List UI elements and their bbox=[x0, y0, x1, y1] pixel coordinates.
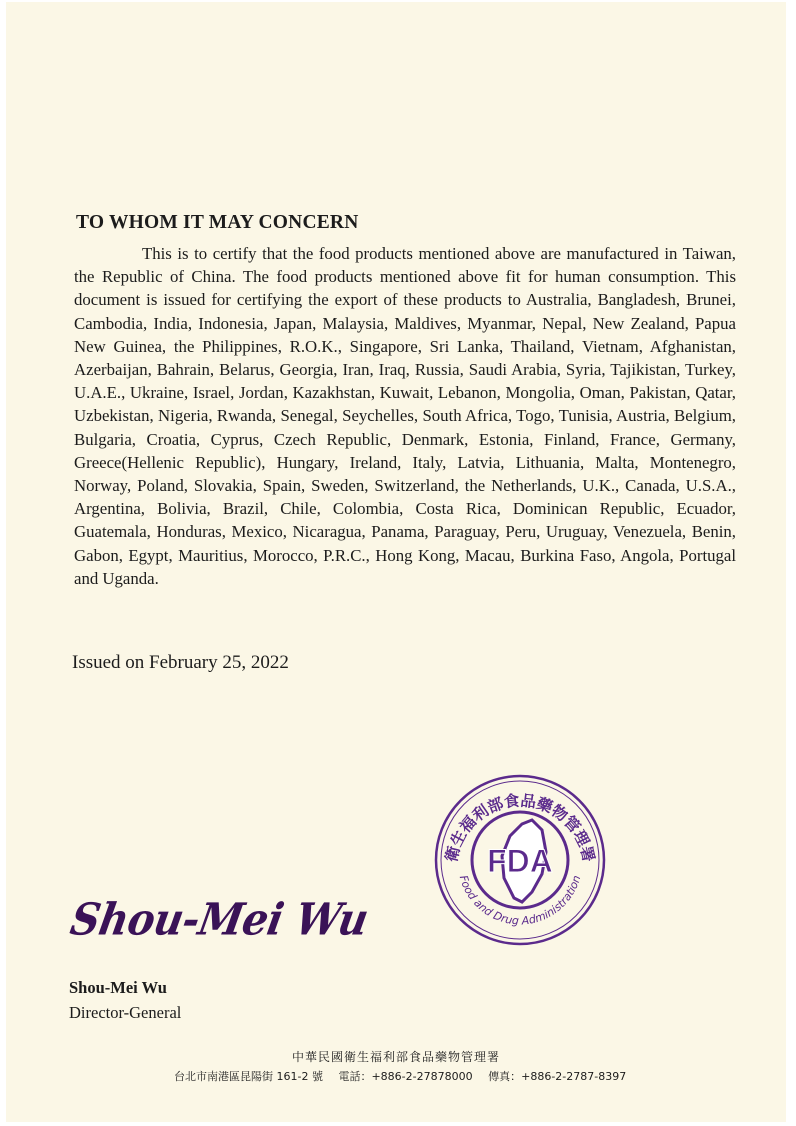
footer-phone: 電話：+886-2-27878000 bbox=[338, 1070, 473, 1083]
handwritten-signature: Shou-Mei Wu bbox=[66, 894, 372, 946]
seal-logo-text: FDA bbox=[487, 843, 553, 879]
signer-title: Director-General bbox=[69, 1003, 182, 1022]
certification-body: This is to certify that the food products mentioned above are manufactured in Taiwan, the Republic of China. The food products mentioned above fit for human consumption. This document is issued for certifying the export of these products to Australia, Bangladesh, Brunei, Cambodia, India, Indonesia, Japan, Malaysia, Maldives, Myanmar, Nepal, New Zealand, Papua New Guinea, the Philippines, R.O.K., Singapore, Sri Lanka, Thailand, Vietnam, Afghanistan, Azerbaijan, Bahrain, Belarus, Georgia, Iran, Iraq, Russia, Saudi Arabia, Syria, Tajikistan, Turkey, U.A.E., Ukraine, Israel, Jordan, Kazakhstan, Kuwait, Lebanon, Mongolia, Oman, Pakistan, Qatar, Uzbekistan, Nigeria, Rwanda, Senegal, Seychelles, South Africa, Togo, Tunisia, Austria, Belgium, Bulgaria, Croatia, Cyprus, Czech Republic, Denmark, Estonia, Finland, France, Germany, Greece(Hellenic Republic), Hungary, Ireland, Italy, Latvia, Lithuania, Malta, Montenegro, Norway, Poland, Slovakia, Spain, Sweden, Switzerland, the Netherlands, U.K., Canada, U.S.A., Argentina, Bolivia, Brazil, Chile, Colombia, Costa Rica, Dominican Republic, Ecuador, Guatemala, Honduras, Mexico, Nicaragua, Panama, Paraguay, Peru, Uruguay, Venezuela, Benin, Gabon, Egypt, Mauritius, Morocco, P.R.C., Hong Kong, Macau, Burkina Faso, Angola, Portugal and Uganda. bbox=[74, 244, 736, 588]
footer-contact bbox=[174, 1068, 638, 1084]
certificate-page bbox=[6, 2, 786, 1122]
footer-organization: 中華民國衛生福利部食品藥物管理署 bbox=[291, 1050, 500, 1064]
letter-heading: TO WHOM IT MAY CONCERN bbox=[76, 212, 359, 233]
signer-name: Shou-Mei Wu bbox=[69, 978, 167, 997]
fda-seal bbox=[434, 774, 606, 946]
seal-chinese-arc: 衛生福利部食品藥物管理署 bbox=[442, 791, 598, 864]
footer-address: 台北市南港區昆陽街 161-2 號 bbox=[174, 1070, 323, 1083]
footer-fax: 傳真：+886-2-2787-8397 bbox=[488, 1070, 627, 1083]
seal-english-arc: Food and Drug Administration bbox=[456, 873, 584, 928]
issue-date: Issued on February 25, 2022 bbox=[72, 652, 289, 673]
